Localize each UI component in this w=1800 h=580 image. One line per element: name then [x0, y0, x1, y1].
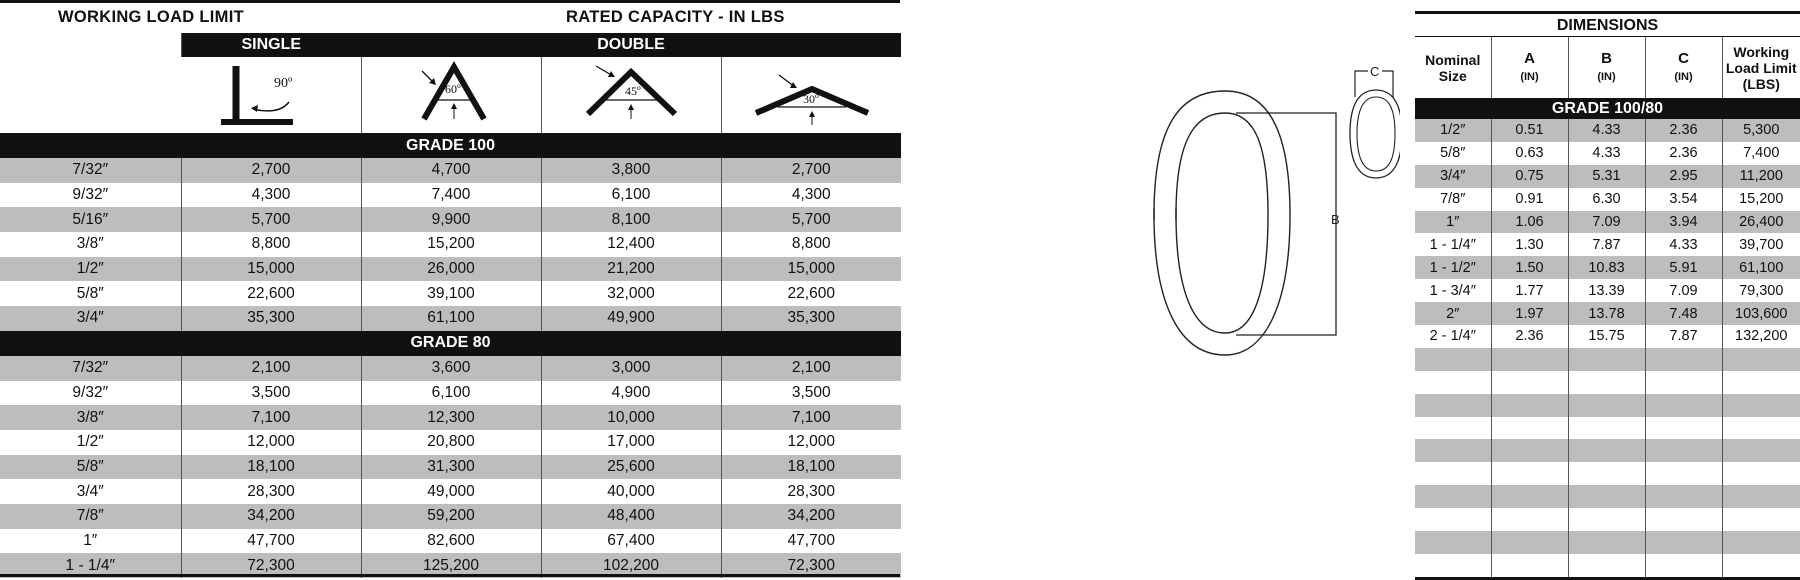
capacity-cell: 22,600	[721, 281, 901, 306]
capacity-cell: 49,900	[541, 306, 721, 331]
dims-cell: 1.50	[1491, 256, 1568, 279]
capacity-cell: 82,600	[361, 529, 541, 554]
chain-size-cell: 9/32″	[72, 383, 109, 401]
capacity-cell: 6,100	[361, 381, 541, 406]
capacity-cell: 4,700	[361, 158, 541, 183]
blank-cell	[1415, 417, 1491, 440]
dims-cell: 5,300	[1722, 119, 1800, 142]
angle-90-icon	[181, 57, 361, 133]
capacity-cell: 72,300	[181, 553, 361, 578]
capacity-cell: 32,000	[541, 281, 721, 306]
dim-c-label: C	[1370, 64, 1380, 79]
capacity-cell: 21,200	[541, 257, 721, 282]
capacity-cell: 3,800	[541, 158, 721, 183]
dims-cell: 6.30	[1568, 188, 1645, 211]
capacity-cell: 47,700	[721, 529, 901, 554]
dim-b-label: B	[1331, 212, 1340, 227]
dims-cell: 2.36	[1491, 325, 1568, 348]
dims-cell: 2.95	[1645, 165, 1722, 188]
capacity-cell: 22,600	[181, 281, 361, 306]
capacity-cell: 3,600	[361, 356, 541, 381]
capacity-cell: 5,700	[721, 207, 901, 232]
blank-cell	[1568, 371, 1645, 394]
dims-blank-row	[1415, 394, 1800, 417]
chain-size-cell: 3/4″	[0, 306, 181, 331]
grade-header-row	[0, 331, 901, 356]
blank-cell	[1645, 371, 1722, 394]
dims-cell: 7.09	[1568, 211, 1645, 234]
header-a: A (IN)	[1491, 37, 1568, 99]
capacity-cell: 2,100	[721, 356, 901, 381]
dims-cell: 79,300	[1722, 279, 1800, 302]
capacity-cell: 20,800	[361, 430, 541, 455]
table-row	[0, 504, 901, 529]
dims-cell: 7.48	[1645, 302, 1722, 325]
chain-size-cell: 9/32″	[72, 186, 109, 204]
angle-60-label: 60º	[444, 82, 461, 96]
angle-45-icon	[541, 57, 721, 133]
small-link-inner	[1357, 97, 1395, 171]
dims-blank-row	[1415, 417, 1800, 440]
chain-size-cell: 1 - 1/4″	[0, 553, 181, 578]
nominal-size-cell: 1 - 3/4″	[1429, 282, 1476, 299]
dims-title: DIMENSIONS	[1556, 17, 1659, 34]
blank-cell	[1568, 485, 1645, 508]
capacity-cell: 17,000	[541, 430, 721, 455]
dim-b-bracket	[1236, 113, 1336, 335]
nominal-size-cell: 2″	[1415, 302, 1491, 325]
table-row	[0, 281, 901, 306]
nominal-size-cell: 1″	[1415, 211, 1491, 234]
nominal-size-cell: 1 - 1/4″	[1429, 236, 1476, 253]
angle-30-icon	[721, 57, 901, 133]
wll-title: WORKING LOAD LIMIT	[58, 8, 244, 26]
capacity-cell: 18,100	[181, 455, 361, 480]
capacity-cell: 12,000	[721, 430, 901, 455]
blank-cell	[1491, 417, 1568, 440]
capacity-cell: 47,700	[181, 529, 361, 554]
dims-header-row	[1415, 37, 1800, 99]
capacity-cell: 4,300	[181, 183, 361, 208]
angle-30-label: 30º	[802, 92, 819, 106]
dims-cell: 0.91	[1491, 188, 1568, 211]
dims-cell: 2.36	[1645, 119, 1722, 142]
dims-cell: 103,600	[1722, 302, 1800, 325]
blank-cell	[1722, 394, 1800, 417]
table-row	[0, 405, 901, 430]
dims-blank-row	[1415, 554, 1800, 577]
table-row	[0, 455, 901, 480]
dims-cell: 7.09	[1645, 279, 1722, 302]
dims-cell: 0.75	[1491, 165, 1568, 188]
capacity-cell: 59,200	[361, 504, 541, 529]
table-row	[0, 529, 901, 554]
table-row	[0, 381, 901, 406]
dims-row	[1415, 119, 1800, 142]
large-link-inner	[1176, 113, 1268, 333]
blank-cell	[1491, 462, 1568, 485]
capacity-cell: 34,200	[721, 504, 901, 529]
table-row	[0, 306, 901, 331]
nominal-size-cell: 3/4″	[1415, 165, 1491, 188]
blank-cell	[1568, 348, 1645, 371]
capacity-cell: 28,300	[181, 479, 361, 504]
blank-cell	[1568, 394, 1645, 417]
capacity-cell: 6,100	[541, 183, 721, 208]
capacity-cell: 15,000	[181, 257, 361, 282]
table-row	[0, 158, 901, 183]
blank-cell	[1491, 531, 1568, 554]
table-row	[0, 430, 901, 455]
blank-cell	[1645, 462, 1722, 485]
dims-cell: 61,100	[1722, 256, 1800, 279]
capacity-cell: 12,300	[361, 405, 541, 430]
sling-type-row	[0, 33, 901, 57]
dims-blank-row	[1415, 348, 1800, 371]
blank-cell	[1645, 417, 1722, 440]
dims-cell: 4.33	[1568, 142, 1645, 165]
blank-cell	[1415, 371, 1491, 394]
dims-cell: 26,400	[1722, 211, 1800, 234]
dims-cell: 3.94	[1645, 211, 1722, 234]
capacity-cell: 5,700	[181, 207, 361, 232]
table-row	[0, 356, 901, 381]
capacity-cell: 3,500	[721, 381, 901, 406]
chain-size-cell: 1/2″	[0, 257, 181, 282]
dims-cell: 5.31	[1568, 165, 1645, 188]
blank-cell	[1415, 508, 1491, 531]
capacity-cell: 39,100	[361, 281, 541, 306]
capacity-cell: 102,200	[541, 553, 721, 578]
table-row	[0, 232, 901, 257]
blank-cell	[1568, 462, 1645, 485]
chain-size-header	[0, 33, 181, 133]
dims-cell: 13.39	[1568, 279, 1645, 302]
dims-cell: 132,200	[1722, 325, 1800, 348]
capacity-cell: 2,700	[181, 158, 361, 183]
capacity-cell: 8,800	[721, 232, 901, 257]
nominal-size-cell: 1 - 1/2″	[1415, 256, 1491, 279]
capacity-cell: 7,100	[721, 405, 901, 430]
blank-cell	[1722, 485, 1800, 508]
double-header: DOUBLE	[361, 33, 901, 57]
capacity-cell: 40,000	[541, 479, 721, 504]
dims-cell: 0.51	[1491, 119, 1568, 142]
capacity-cell: 12,000	[181, 430, 361, 455]
blank-cell	[1415, 485, 1491, 508]
chain-size-cell: 1/2″	[76, 433, 104, 451]
blank-cell	[1491, 348, 1568, 371]
capacity-cell: 15,200	[361, 232, 541, 257]
capacity-cell: 18,100	[721, 455, 901, 480]
chain-size-cell: 3/8″	[0, 405, 181, 430]
capacity-cell: 3,500	[181, 381, 361, 406]
top-rule	[0, 0, 900, 3]
dims-table	[1415, 36, 1800, 577]
blank-cell	[1645, 394, 1722, 417]
grade-header-row	[0, 133, 901, 158]
dims-cell: 4.33	[1645, 233, 1722, 256]
capacity-cell: 26,000	[361, 257, 541, 282]
blank-cell	[1722, 348, 1800, 371]
chain-size-cell: 3/8″	[76, 235, 104, 253]
blank-cell	[1722, 417, 1800, 440]
capacity-cell: 34,200	[181, 504, 361, 529]
blank-cell	[1645, 508, 1722, 531]
dims-cell: 0.63	[1491, 142, 1568, 165]
table-row	[0, 257, 901, 282]
blank-cell	[1491, 394, 1568, 417]
dims-cell: 11,200	[1722, 165, 1800, 188]
blank-cell	[1415, 462, 1491, 485]
table-row	[0, 479, 901, 504]
dims-blank-row	[1415, 508, 1800, 531]
large-link-outer	[1154, 91, 1290, 355]
blank-cell	[1722, 508, 1800, 531]
blank-cell	[1568, 439, 1645, 462]
dims-row	[1415, 302, 1800, 325]
capacity-cell: 4,900	[541, 381, 721, 406]
capacity-cell: 7,400	[361, 183, 541, 208]
dims-blank-row	[1415, 531, 1800, 554]
dims-row	[1415, 165, 1800, 188]
blank-cell	[1568, 531, 1645, 554]
capacity-cell: 9,900	[361, 207, 541, 232]
capacity-cell: 2,700	[721, 158, 901, 183]
capacity-cell: 4,300	[721, 183, 901, 208]
blank-cell	[1722, 439, 1800, 462]
blank-cell	[1415, 439, 1491, 462]
dims-blank-row	[1415, 462, 1800, 485]
dims-cell: 39,700	[1722, 233, 1800, 256]
blank-cell	[1568, 417, 1645, 440]
grade-label: GRADE 80	[0, 331, 901, 356]
angle-90-label: 90º	[274, 76, 293, 91]
dims-cell: 1.77	[1491, 279, 1568, 302]
capacity-cell: 25,600	[541, 455, 721, 480]
blank-cell	[1645, 485, 1722, 508]
header-nominal-size: Nominal Size	[1415, 37, 1491, 99]
chain-size-cell: 7/8″	[0, 504, 181, 529]
dims-cell: 3.54	[1645, 188, 1722, 211]
capacity-cell: 49,000	[361, 479, 541, 504]
capacity-cell: 15,000	[721, 257, 901, 282]
blank-cell	[1415, 348, 1491, 371]
capacity-cell: 10,000	[541, 405, 721, 430]
blank-cell	[1722, 462, 1800, 485]
capacity-cell: 67,400	[541, 529, 721, 554]
capacity-cell: 48,400	[541, 504, 721, 529]
capacity-cell: 61,100	[361, 306, 541, 331]
capacity-cell: 28,300	[721, 479, 901, 504]
chain-size-cell: 7/32″	[0, 356, 181, 381]
chain-size-cell: 1″	[83, 531, 98, 549]
dims-cell: 15.75	[1568, 325, 1645, 348]
dims-blank-row	[1415, 439, 1800, 462]
blank-cell	[1491, 508, 1568, 531]
table-row	[0, 183, 901, 208]
blank-cell	[1645, 554, 1722, 577]
wll-subtitle: RATED CAPACITY - IN LBS	[566, 8, 785, 26]
capacity-cell: 125,200	[361, 553, 541, 578]
dimensions-section	[1415, 11, 1800, 580]
capacity-cell: 2,100	[181, 356, 361, 381]
capacity-cell: 31,300	[361, 455, 541, 480]
dims-cell: 7.87	[1568, 233, 1645, 256]
dims-cell: 4.33	[1568, 119, 1645, 142]
wll-table	[0, 33, 901, 578]
chain-size-cell: 5/16″	[0, 207, 181, 232]
blank-cell	[1491, 554, 1568, 577]
blank-cell	[1491, 371, 1568, 394]
dims-blank-row	[1415, 371, 1800, 394]
dims-cell: 1.06	[1491, 211, 1568, 234]
nominal-size-cell: 5/8″	[1440, 145, 1466, 162]
dims-row	[1415, 325, 1800, 348]
dims-grade-row	[1415, 98, 1800, 119]
blank-cell	[1415, 394, 1491, 417]
single-header: SINGLE	[181, 33, 361, 57]
capacity-cell: 7,100	[181, 405, 361, 430]
dims-row	[1415, 279, 1800, 302]
chain-size-cell: 3/4″	[76, 482, 104, 500]
capacity-cell: 8,800	[181, 232, 361, 257]
blank-cell	[1491, 485, 1568, 508]
chain-size-cell: 5/8″	[76, 284, 104, 302]
blank-cell	[1568, 508, 1645, 531]
blank-cell	[1645, 348, 1722, 371]
nominal-size-cell: 1/2″	[1415, 119, 1491, 142]
blank-cell	[1415, 554, 1491, 577]
capacity-cell: 35,300	[181, 306, 361, 331]
dims-bottom-rule	[1415, 577, 1800, 580]
header-c: C (IN)	[1645, 37, 1722, 99]
chain-size-line1: Chain	[68, 67, 112, 84]
grade-label: GRADE 100	[0, 133, 901, 158]
header-working-load-limit: Working Load Limit (LBS)	[1722, 37, 1800, 99]
dims-cell: 13.78	[1568, 302, 1645, 325]
blank-cell	[1722, 531, 1800, 554]
dims-blank-row	[1415, 485, 1800, 508]
dims-cell: 7.87	[1645, 325, 1722, 348]
capacity-cell: 35,300	[721, 306, 901, 331]
header-b: B (IN)	[1568, 37, 1645, 99]
capacity-cell: 3,000	[541, 356, 721, 381]
nominal-size-cell: 7/8″	[1440, 191, 1466, 208]
dims-row	[1415, 142, 1800, 165]
dims-row	[1415, 211, 1800, 234]
capacity-cell: 8,100	[541, 207, 721, 232]
capacity-cell: 12,400	[541, 232, 721, 257]
blank-cell	[1645, 531, 1722, 554]
chain-size-line2: Size	[74, 88, 106, 105]
dims-cell: 2.36	[1645, 142, 1722, 165]
dims-row	[1415, 188, 1800, 211]
dims-cell: 7,400	[1722, 142, 1800, 165]
dims-row	[1415, 256, 1800, 279]
nominal-size-cell: 2 - 1/4″	[1429, 328, 1476, 345]
dims-cell: 1.97	[1491, 302, 1568, 325]
blank-cell	[1722, 371, 1800, 394]
blank-cell	[1722, 554, 1800, 577]
dims-cell: 15,200	[1722, 188, 1800, 211]
blank-cell	[1645, 439, 1722, 462]
master-link-diagram	[1140, 55, 1400, 365]
capacity-cell: 72,300	[721, 553, 901, 578]
dims-cell: 1.30	[1491, 233, 1568, 256]
dims-cell: 5.91	[1645, 256, 1722, 279]
angle-45-label: 45º	[624, 84, 641, 98]
blank-cell	[1568, 554, 1645, 577]
chain-size-cell: 7/32″	[0, 158, 181, 183]
blank-cell	[1415, 531, 1491, 554]
dims-cell: 10.83	[1568, 256, 1645, 279]
angle-60-icon	[361, 57, 541, 133]
dims-grade-label: GRADE 100/80	[1415, 98, 1800, 119]
table-row	[0, 207, 901, 232]
blank-cell	[1491, 439, 1568, 462]
chain-size-cell: 5/8″	[0, 455, 181, 480]
dims-row	[1415, 233, 1800, 256]
